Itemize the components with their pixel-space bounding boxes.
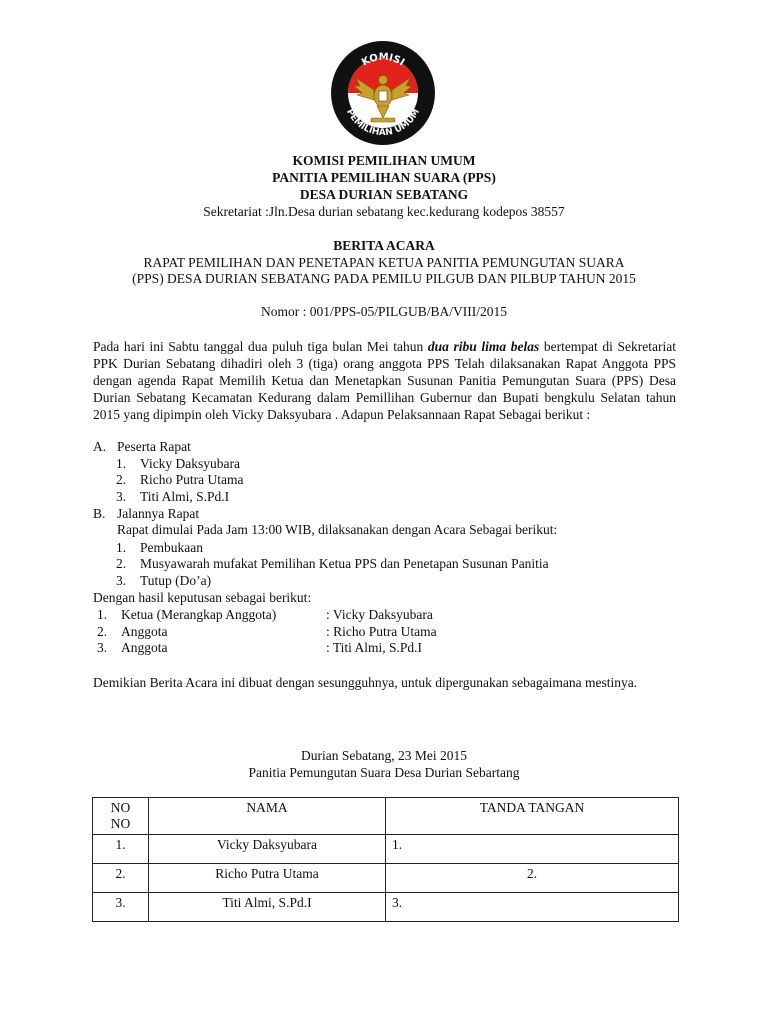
place-date: Durian Sebatang, 23 Mei 2015	[300, 748, 468, 763]
row-nama: Vicky Daksyubara	[149, 835, 386, 864]
signature-slot[interactable]: 2.	[386, 864, 679, 893]
section-a-marker: A.	[93, 439, 107, 454]
table-row	[93, 893, 679, 922]
decision-intro: Dengan hasil keputusan sebagai berikut:	[93, 590, 312, 605]
list-item-num: 1.	[116, 540, 127, 555]
doc-subtitle-2: (PPS) DESA DURIAN SEBATANG PADA PEMILU PILGUB DAN PILBUP TAHUN 2015	[132, 271, 636, 286]
section-a-title: Peserta Rapat	[117, 439, 191, 454]
doc-subtitle-1: RAPAT PEMILIHAN DAN PENETAPAN KETUA PANITIA PEMUNGUTAN SUARA	[143, 255, 625, 270]
decision-num: 1.	[97, 607, 108, 622]
col-header-nama: NAMA	[149, 798, 386, 835]
header-line-3: DESA DURIAN SEBATANG	[299, 187, 469, 202]
col-header-ttd: TANDA TANGAN	[386, 798, 679, 835]
row-nama: Richo Putra Utama	[149, 864, 386, 893]
signature-slot[interactable]: 3.	[386, 893, 679, 922]
paragraph-text-2: bertempat di Sekretariat PPK Durian Sebatang dihadiri oleh 3 (tiga) orang anggota PPS Telah dilaksanakan Rapat Anggota PPS dengan agenda Rapat Memilih Ketua dan Menetapkan Susunan Panitia Pemungutan Suara (PPS) Desa Durian Sebatang Kecamatan Kedurang dalam Pemillihan Gubernur dan Bupati bengkulu Selatan tahun 2015 yang dipimpin oleh Vicky Daksyubara . Adapun Pelaksannaan Rapat Sebagai berikut :	[93, 339, 676, 422]
header-line-2: PANITIA PEMILIHAN SUARA (PPS)	[272, 170, 496, 185]
closing-paragraph: Demikian Berita Acara ini dibuat dengan sesungguhnya, untuk dipergunakan sebagaimana mestinya.	[93, 675, 638, 690]
col-header-no	[93, 798, 149, 835]
decision-role: Ketua (Merangkap Anggota)	[121, 607, 277, 622]
list-item-num: 3.	[116, 573, 127, 588]
table-row	[93, 864, 679, 893]
header-address: Sekretariat :Jln.Desa durian sebatang kec.kedurang kodepos 38557	[203, 204, 565, 219]
row-no: 3.	[93, 893, 149, 922]
signature-table	[92, 797, 679, 922]
paragraph-emphasis: dua ribu lima belas	[427, 339, 540, 354]
section-b-marker: B.	[93, 506, 106, 521]
table-row	[93, 835, 679, 864]
table-header-row	[93, 798, 679, 835]
header-line-1: KOMISI PEMILIHAN UMUM	[292, 153, 476, 168]
paragraph-text-1: Pada hari ini Sabtu tanggal dua puluh tiga bulan Mei tahun	[93, 339, 428, 354]
list-item: Richo Putra Utama	[140, 472, 244, 487]
list-item: Vicky Daksyubara	[140, 456, 241, 471]
decision-name: : Titi Almi, S.Pd.I	[326, 640, 423, 655]
decision-name: : Richo Putra Utama	[326, 624, 437, 639]
row-no: 1.	[93, 835, 149, 864]
decision-num: 3.	[97, 640, 108, 655]
logo-top-text: KOMISI	[360, 51, 407, 69]
list-item: Titi Almi, S.Pd.I	[140, 489, 230, 504]
list-item: Tutup (Do’a)	[140, 573, 212, 588]
decision-role: Anggota	[121, 624, 168, 639]
list-item-num: 1.	[116, 456, 127, 471]
logo-bottom-text: PEMILIHAN UMUM	[344, 107, 422, 139]
list-item: Musyawarah mufakat Pemilihan Ketua PPS dan Penetapan Susunan Panitia	[140, 556, 549, 571]
list-item: Pembukaan	[140, 540, 203, 555]
section-b-title: Jalannya Rapat	[117, 506, 200, 521]
list-item-num: 2.	[116, 556, 127, 571]
doc-title: BERITA ACARA	[333, 238, 435, 253]
row-no: 2.	[93, 864, 149, 893]
committee-name: Panitia Pemungutan Suara Desa Durian Sebartang	[248, 765, 520, 780]
kpu-logo	[330, 40, 436, 146]
decision-role: Anggota	[121, 640, 168, 655]
doc-number: Nomor : 001/PPS-05/PILGUB/BA/VIII/2015	[260, 304, 507, 319]
decision-num: 2.	[97, 624, 108, 639]
opening-paragraph	[93, 338, 676, 423]
row-nama: Titi Almi, S.Pd.I	[149, 893, 386, 922]
col-header-no-1: NO	[110, 800, 131, 815]
list-item-num: 3.	[116, 489, 127, 504]
section-b-intro: Rapat dimulai Pada Jam 13:00 WIB, dilaksanakan dengan Acara Sebagai berikut:	[117, 522, 558, 537]
col-header-no-2: NO	[110, 816, 131, 831]
signature-slot[interactable]: 1.	[386, 835, 679, 864]
decision-name: : Vicky Daksyubara	[326, 607, 433, 622]
list-item-num: 2.	[116, 472, 127, 487]
